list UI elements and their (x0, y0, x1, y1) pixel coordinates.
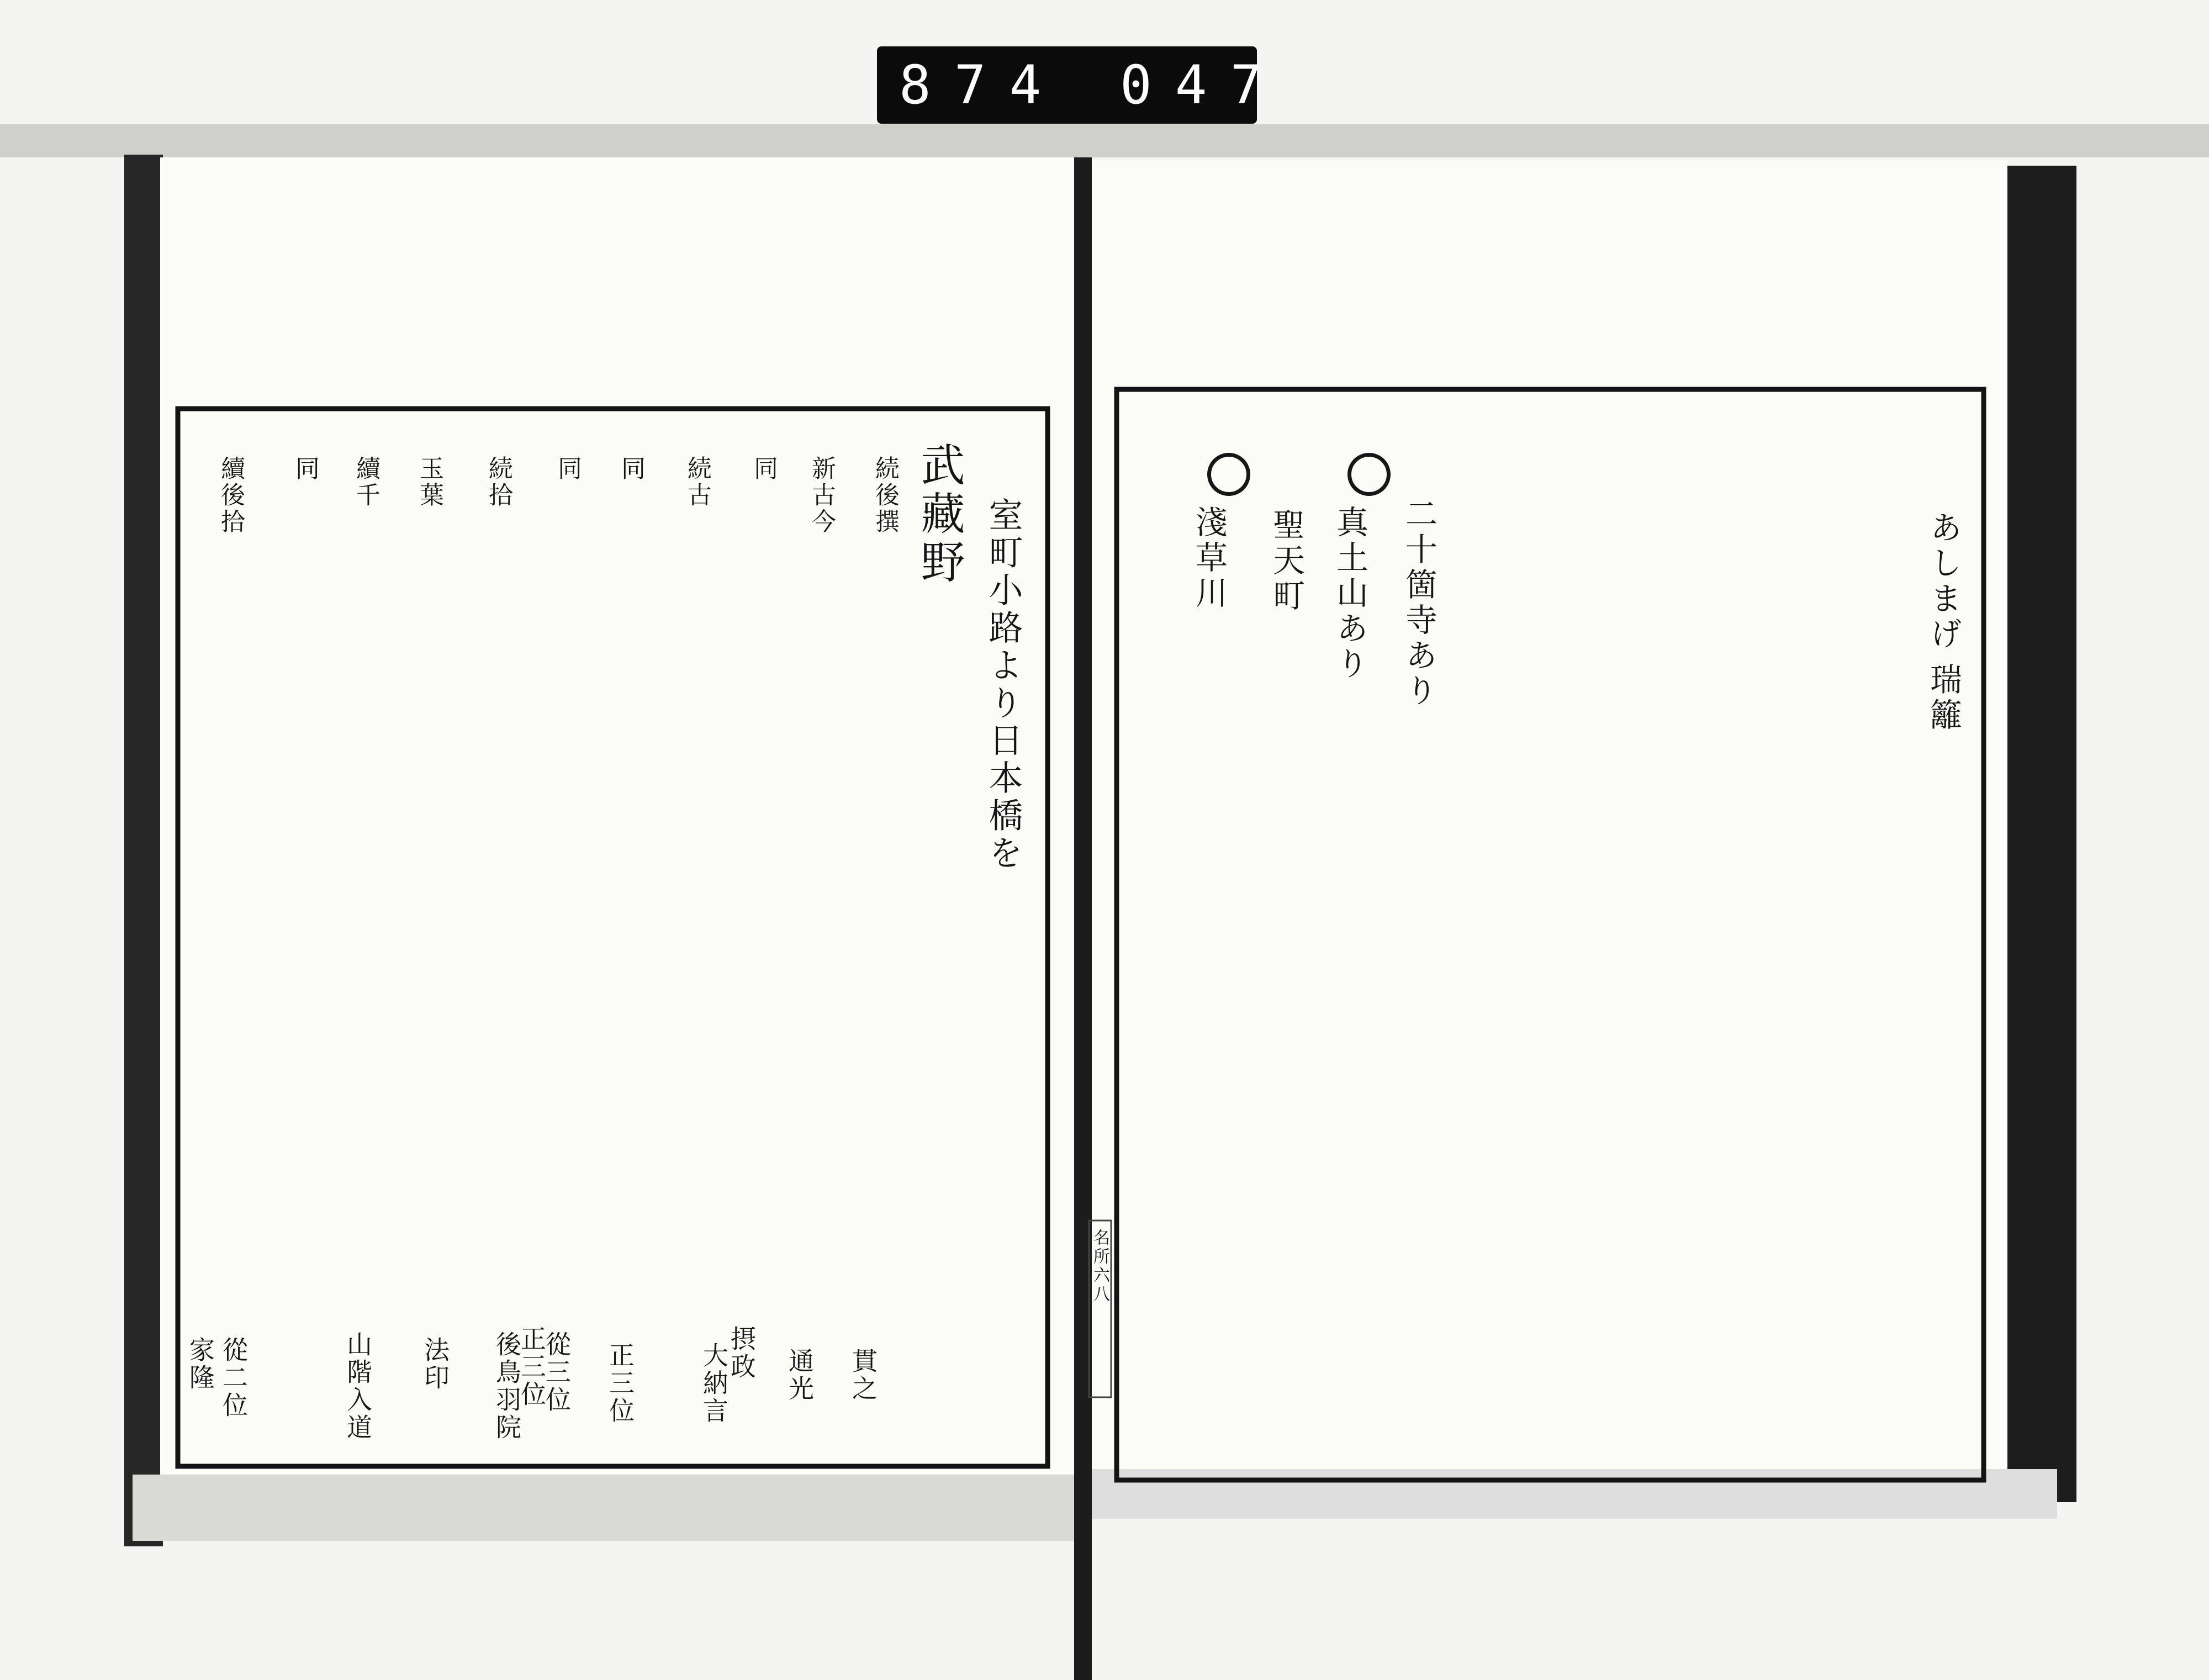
right-col-6: 淺草川 (1190, 505, 1228, 611)
circle-marker (1207, 453, 1250, 496)
poet-name: 山階入道 (343, 1331, 373, 1441)
right-cover-edge (1999, 166, 2076, 1502)
poem-source: 同 (749, 456, 778, 482)
circle-marker (1347, 453, 1391, 496)
poet-name: 從二位 (219, 1336, 249, 1419)
poet-name: 通光 (785, 1348, 815, 1403)
page-subtitle: 室町小路より日本橋を (983, 497, 1023, 873)
left-page-bottom (133, 1475, 1082, 1541)
poem-source: 同 (617, 456, 645, 482)
poet-name: 家隆 (186, 1336, 215, 1392)
left-cover-edge (124, 155, 163, 1546)
right-col-2: 瑞籬 (1925, 663, 1962, 733)
right-col-1: あしまげ (1925, 511, 1962, 652)
poem-source: 同 (291, 456, 319, 482)
poem-source: 玉葉 (415, 456, 443, 509)
right-col-4: 真土山あり (1331, 505, 1368, 682)
label-left-number: 874 (899, 54, 1065, 116)
poem-source: 続拾 (484, 456, 512, 509)
poet-name: 正三位 (605, 1342, 635, 1425)
top-edge-shadow (0, 124, 2209, 157)
poet-name: 貫之 (848, 1348, 878, 1403)
poet-name: 大納言 (699, 1342, 729, 1425)
poem-source: 新古今 (807, 456, 836, 535)
label-right-number: 047 (1120, 54, 1286, 116)
right-col-5: 聖天町 (1267, 508, 1305, 614)
right-page-bottom (1091, 1469, 2057, 1519)
folio: 名所六八 (1090, 1229, 1109, 1304)
poem-source: 続古 (683, 456, 711, 509)
left-page (160, 157, 1082, 1527)
poet-name: 正三位 (517, 1325, 547, 1408)
poem-source: 續後拾 (216, 456, 245, 535)
poet-name: 摂政 (727, 1325, 757, 1381)
right-page (1091, 160, 2007, 1508)
archive-label (877, 46, 1286, 124)
poem-source: 續千 (352, 456, 380, 509)
poem-source: 同 (553, 456, 582, 482)
spine (1074, 157, 1092, 1680)
poem-source: 続後撰 (871, 456, 899, 535)
page-title: 武藏野 (913, 442, 965, 588)
poet-name: 從三位 (542, 1331, 572, 1414)
poet-name: 法印 (420, 1336, 450, 1392)
poet-name: 後鳥羽院 (492, 1331, 522, 1441)
right-col-3: 二十箇寺あり (1400, 497, 1438, 709)
